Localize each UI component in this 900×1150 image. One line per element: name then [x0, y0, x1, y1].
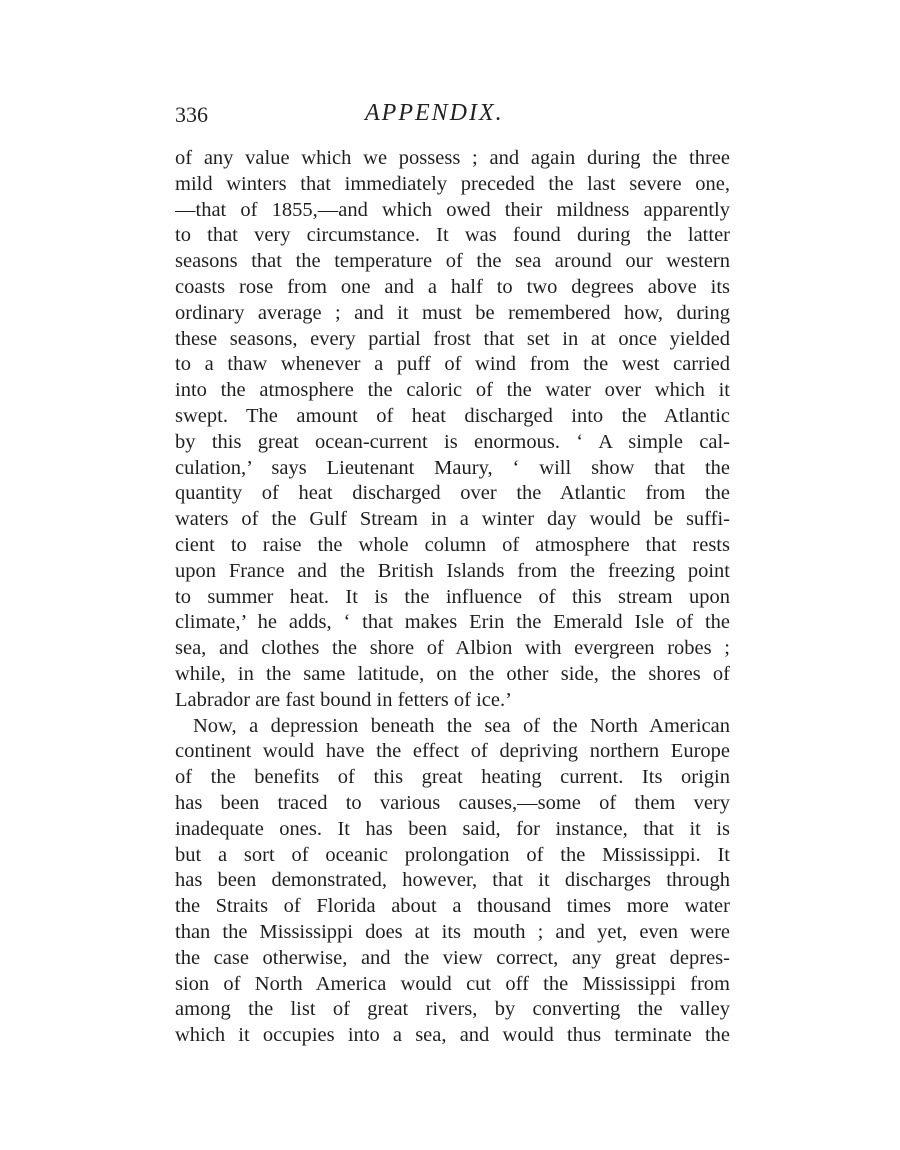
text-line: has been demonstrated, however, that it discharges through — [175, 869, 730, 892]
text-line: seasons that the temperature of the sea around our western — [175, 250, 730, 273]
text-line: these seasons, every partial frost that set in at once yielded — [175, 327, 730, 350]
text-line: continent would have the effect of depriving northern Europe — [175, 740, 730, 763]
text-line: sea, and clothes the shore of Albion with evergreen robes ; — [175, 637, 730, 660]
text-line: which it occupies into a sea, and would thus terminate the — [175, 1024, 730, 1047]
text-line: mild winters that immediately preceded the last severe one, — [175, 172, 730, 195]
text-line: by this great ocean-current is enormous. ‘ A simple cal- — [175, 430, 730, 453]
text-line: ordinary average ; and it must be remembered how, during — [175, 301, 730, 324]
text-line: among the list of great rivers, by converting the valley — [175, 998, 730, 1021]
text-line: —that of 1855,—and which owed their mildness apparently — [175, 198, 730, 221]
page-header — [175, 100, 730, 134]
text-line: the case otherwise, and the view correct, any great depres- — [175, 946, 730, 969]
text-line: to that very circumstance. It was found during the latter — [175, 224, 730, 247]
text-line: swept. The amount of heat discharged into the Atlantic — [175, 404, 730, 427]
text-line: coasts rose from one and a half to two degrees above its — [175, 275, 730, 298]
text-line: while, in the same latitude, on the other side, the shores of — [175, 662, 730, 685]
text-line: the Straits of Florida about a thousand times more water — [175, 895, 730, 918]
page-number: 336 — [175, 102, 208, 127]
text-line: climate,’ he adds, ‘ that makes Erin the Emerald Isle of the — [175, 611, 730, 634]
text-line: but a sort of oceanic prolongation of the Mississippi. It — [175, 843, 730, 866]
text-line: than the Mississippi does at its mouth ; and yet, even were — [175, 920, 730, 943]
paragraph-1 — [175, 146, 730, 714]
paragraph-2 — [175, 714, 730, 1049]
text-line: quantity of heat discharged over the Atlantic from the — [175, 482, 730, 505]
text-line: into the atmosphere the caloric of the water over which it — [175, 379, 730, 402]
text-line: inadequate ones. It has been said, for instance, that it is — [175, 817, 730, 840]
text-line: to summer heat. It is the influence of this stream upon — [175, 585, 730, 608]
text-line: sion of North America would cut off the Mississippi from — [175, 972, 730, 995]
text-line: has been traced to various causes,—some of them very — [175, 791, 730, 814]
text-line: to a thaw whenever a puff of wind from the west carried — [175, 353, 730, 376]
text-line: of the benefits of this great heating current. Its origin — [175, 766, 730, 789]
body-text — [175, 146, 730, 1049]
text-line: upon France and the British Islands from the freezing point — [175, 559, 730, 582]
text-line: culation,’ says Lieutenant Maury, ‘ will show that the — [175, 456, 730, 479]
text-line: waters of the Gulf Stream in a winter day would be suffi- — [175, 508, 730, 531]
text-line: of any value which we possess ; and again during the three — [175, 147, 730, 169]
text-line: cient to raise the whole column of atmosphere that rests — [175, 533, 730, 556]
text-line: Labrador are fast bound in fetters of ice.’ — [175, 688, 512, 711]
text-line: Now, a depression beneath the sea of the North American — [193, 714, 730, 737]
running-head: APPENDIX. — [365, 100, 504, 126]
